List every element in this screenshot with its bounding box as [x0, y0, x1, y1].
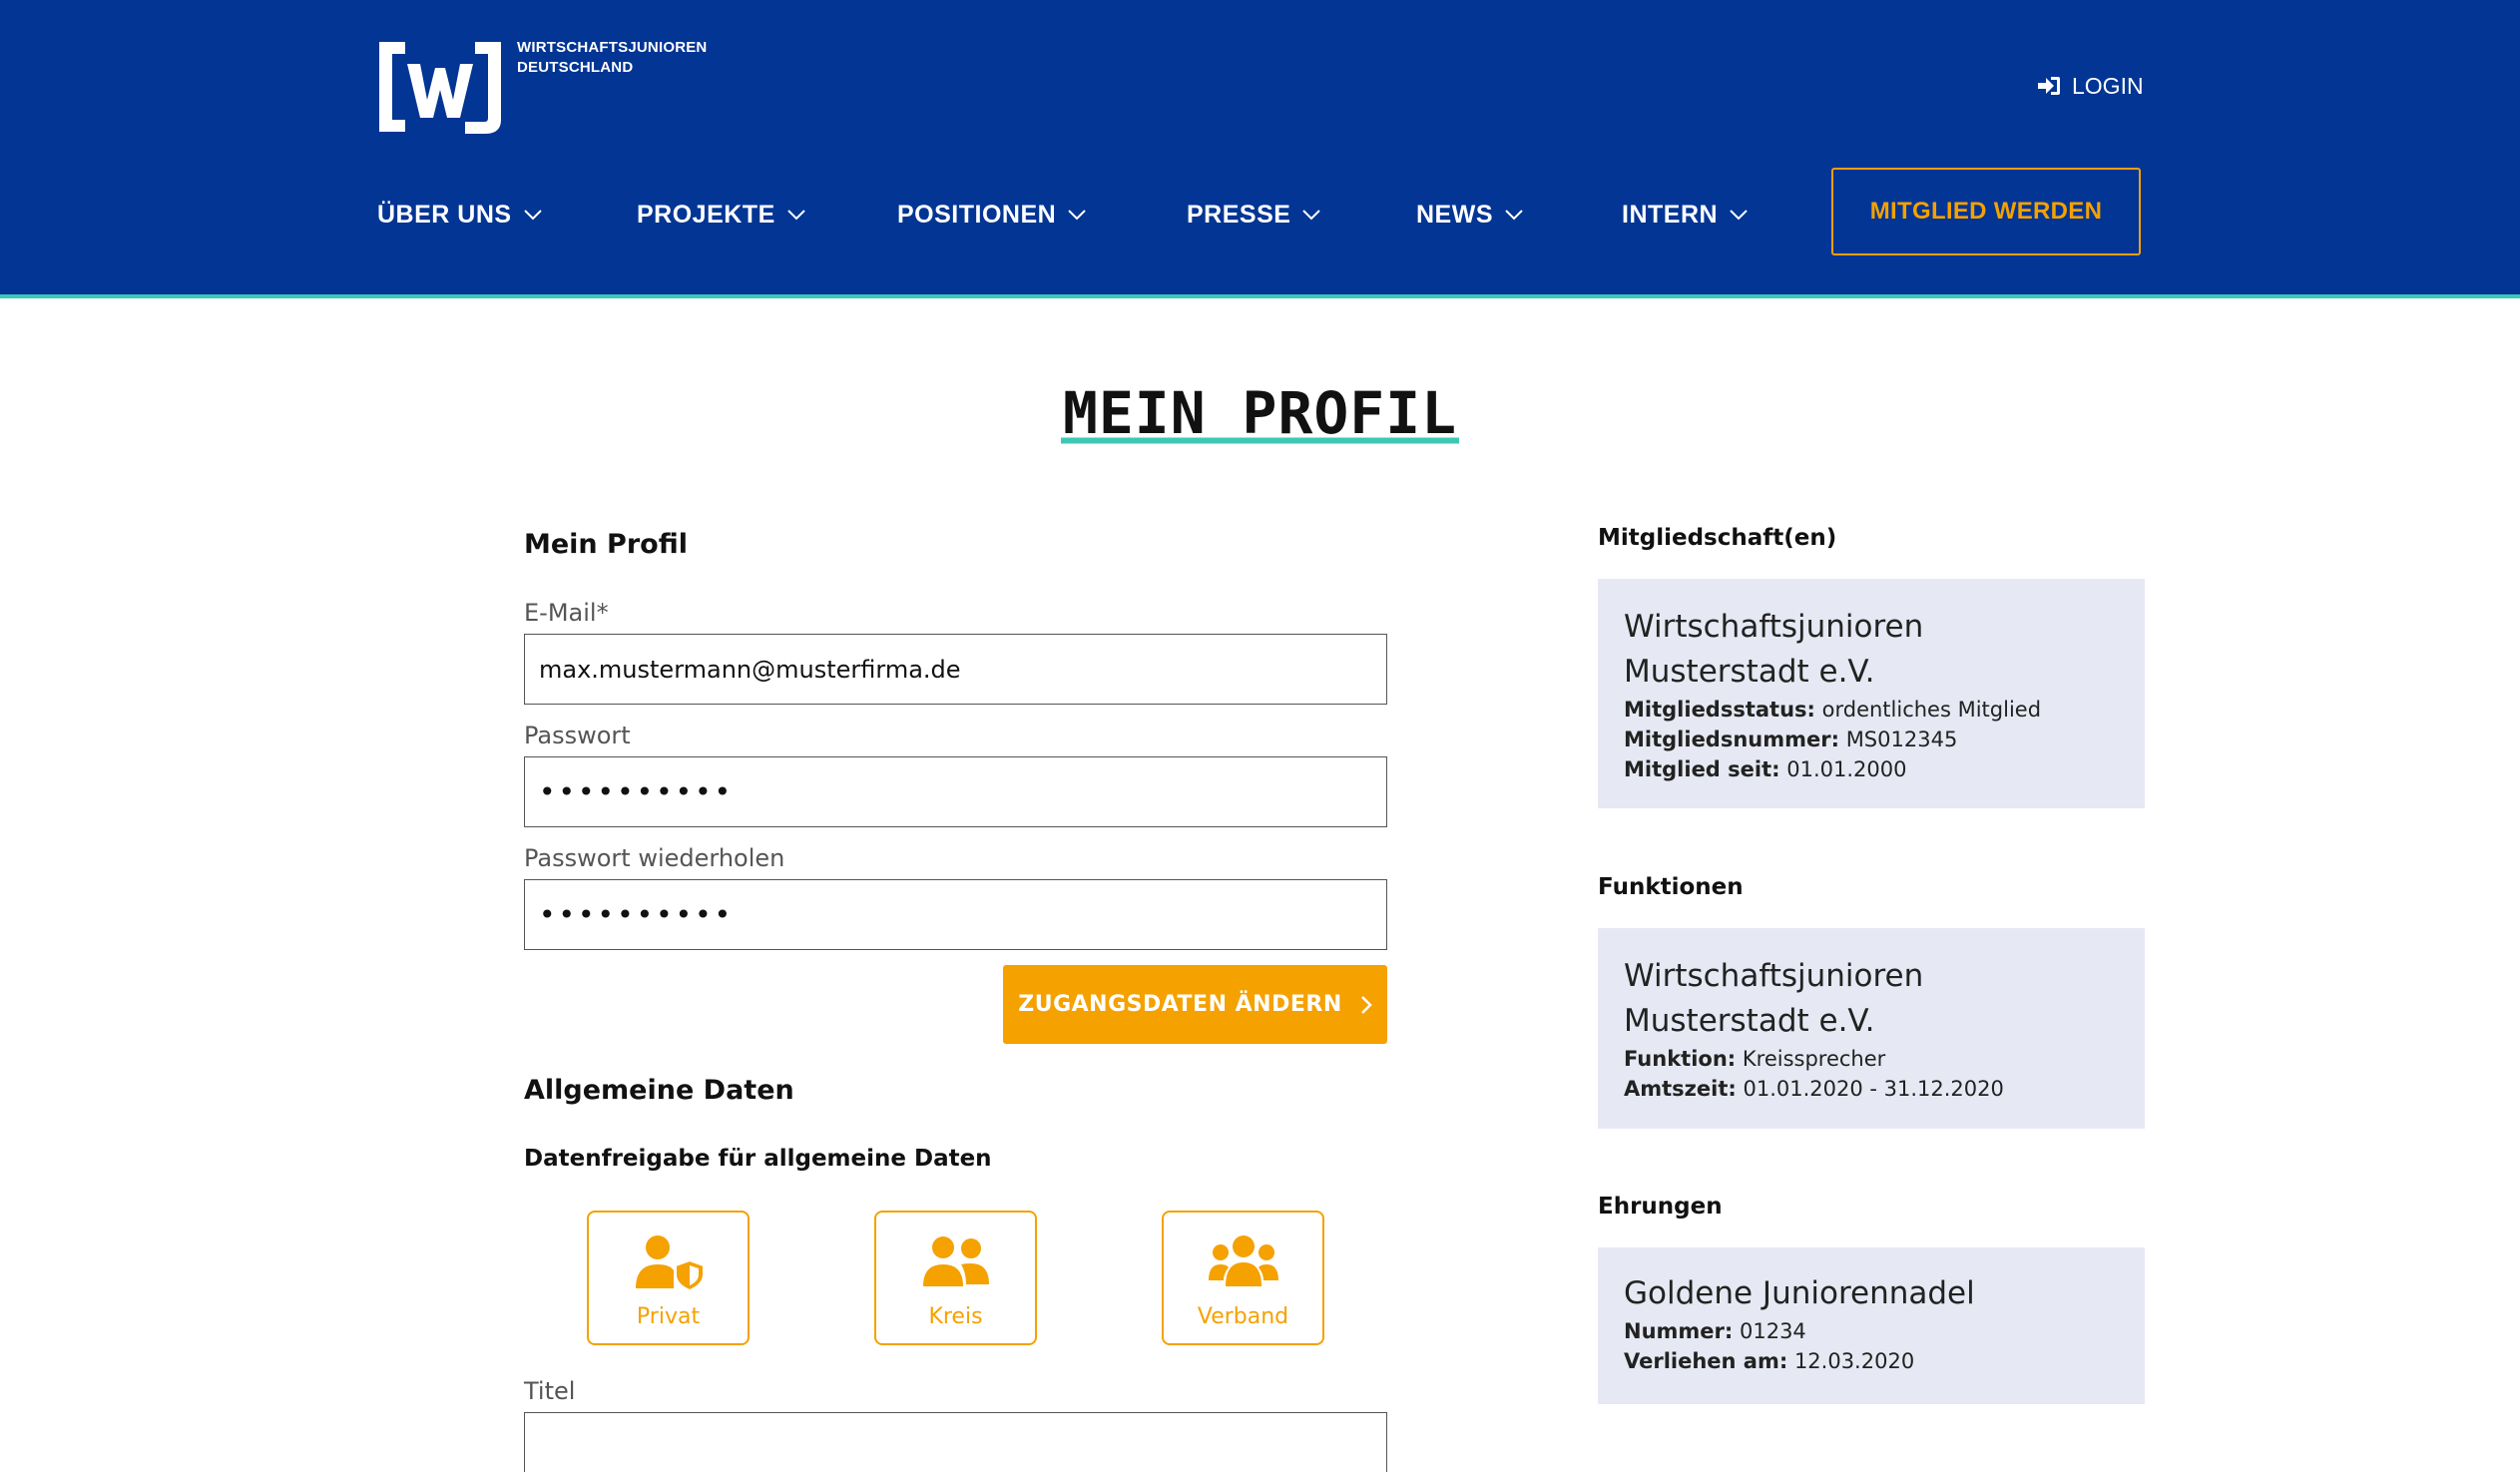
chevron-down-icon	[1505, 210, 1523, 221]
join-button[interactable]: MITGLIED WERDEN	[1831, 168, 2141, 255]
page-title-text: MEIN PROFIL	[1062, 379, 1458, 447]
email-input[interactable]	[524, 634, 1387, 705]
nav-item-news[interactable]	[1416, 190, 1523, 240]
password-input[interactable]	[524, 756, 1387, 827]
function-org-line-2: Musterstadt e.V.	[1624, 1003, 1875, 1039]
function-card	[1598, 928, 2145, 1129]
honor-title: Goldene Juniorennadel	[1624, 1275, 1975, 1311]
share-option-label: Kreis	[928, 1304, 983, 1329]
nav-label: NEWS	[1416, 200, 1493, 229]
share-option-label: Privat	[636, 1304, 701, 1329]
page-title	[0, 379, 2520, 447]
logo-line-1: WIRTSCHAFTSJUNIOREN	[517, 39, 708, 56]
change-credentials-label: ZUGANGSDATEN ÄNDERN	[1018, 992, 1342, 1017]
password-repeat-value: ••••••••••	[539, 898, 735, 931]
membership-number: Mitgliedsnummer: MS012345	[1624, 728, 1958, 751]
login-link[interactable]	[2036, 68, 2144, 104]
site-header	[0, 0, 2520, 294]
user-shield-icon	[634, 1234, 704, 1290]
change-credentials-button[interactable]	[1003, 965, 1387, 1044]
password-label: Passwort	[524, 722, 631, 749]
nav-label: POSITIONEN	[897, 200, 1057, 229]
memberships-heading: Mitgliedschaft(en)	[1598, 525, 1837, 551]
nav-item-projekte[interactable]	[637, 190, 805, 240]
users-group-icon	[1208, 1234, 1279, 1290]
site-logo[interactable]	[375, 38, 735, 136]
honor-card	[1598, 1247, 2145, 1404]
nav-label: PRESSE	[1187, 200, 1291, 229]
chevron-down-icon	[1302, 210, 1320, 221]
nav-label: INTERN	[1622, 200, 1719, 229]
titel-label: Titel	[524, 1377, 576, 1405]
honor-date: Verliehen am: 12.03.2020	[1624, 1349, 1915, 1373]
password-repeat-label: Passwort wiederholen	[524, 844, 785, 872]
login-label: LOGIN	[2072, 72, 2144, 99]
nav-item-ueber-uns[interactable]	[377, 190, 542, 240]
honors-heading: Ehrungen	[1598, 1194, 1723, 1220]
password-value: ••••••••••	[539, 775, 735, 808]
membership-since: Mitglied seit: 01.01.2000	[1624, 757, 1907, 781]
membership-org-line-1: Wirtschaftsjunioren	[1624, 609, 1924, 645]
header-accent-line	[0, 294, 2520, 298]
logo-line-2: DEUTSCHLAND	[517, 59, 634, 76]
nav-label: PROJEKTE	[637, 200, 775, 229]
login-icon	[2036, 75, 2062, 97]
email-label: E-Mail*	[524, 599, 609, 627]
nav-item-presse[interactable]	[1187, 190, 1320, 240]
membership-org-line-2: Musterstadt e.V.	[1624, 654, 1875, 690]
function-role: Funktion: Kreissprecher	[1624, 1047, 1886, 1071]
users-icon	[921, 1234, 991, 1290]
share-option-privat[interactable]	[587, 1211, 750, 1345]
membership-status: Mitgliedsstatus: ordentliches Mitglied	[1624, 698, 2042, 722]
nav-item-intern[interactable]	[1622, 190, 1748, 240]
wj-logo-icon	[375, 38, 505, 136]
functions-heading: Funktionen	[1598, 874, 1744, 900]
honor-number: Nummer: 01234	[1624, 1319, 1806, 1343]
membership-card	[1598, 579, 2145, 808]
titel-input[interactable]	[524, 1412, 1387, 1472]
chevron-down-icon	[787, 210, 805, 221]
profile-heading: Mein Profil	[524, 529, 688, 560]
chevron-down-icon	[1068, 210, 1086, 221]
password-repeat-input[interactable]	[524, 879, 1387, 950]
share-option-label: Verband	[1197, 1304, 1289, 1329]
chevron-down-icon	[1730, 210, 1748, 221]
chevron-right-icon	[1360, 995, 1372, 1015]
function-org-line-1: Wirtschaftsjunioren	[1624, 958, 1924, 994]
data-sharing-heading: Datenfreigabe für allgemeine Daten	[524, 1146, 992, 1172]
nav-label: ÜBER UNS	[377, 200, 512, 229]
logo-text	[517, 38, 707, 78]
function-term: Amtszeit: 01.01.2020 - 31.12.2020	[1624, 1077, 2004, 1101]
chevron-down-icon	[524, 210, 542, 221]
share-option-kreis[interactable]	[874, 1211, 1037, 1345]
email-value: max.mustermann@musterfirma.de	[539, 655, 961, 684]
share-option-verband[interactable]	[1162, 1211, 1324, 1345]
nav-item-positionen[interactable]	[897, 190, 1086, 240]
general-data-heading: Allgemeine Daten	[524, 1075, 794, 1106]
